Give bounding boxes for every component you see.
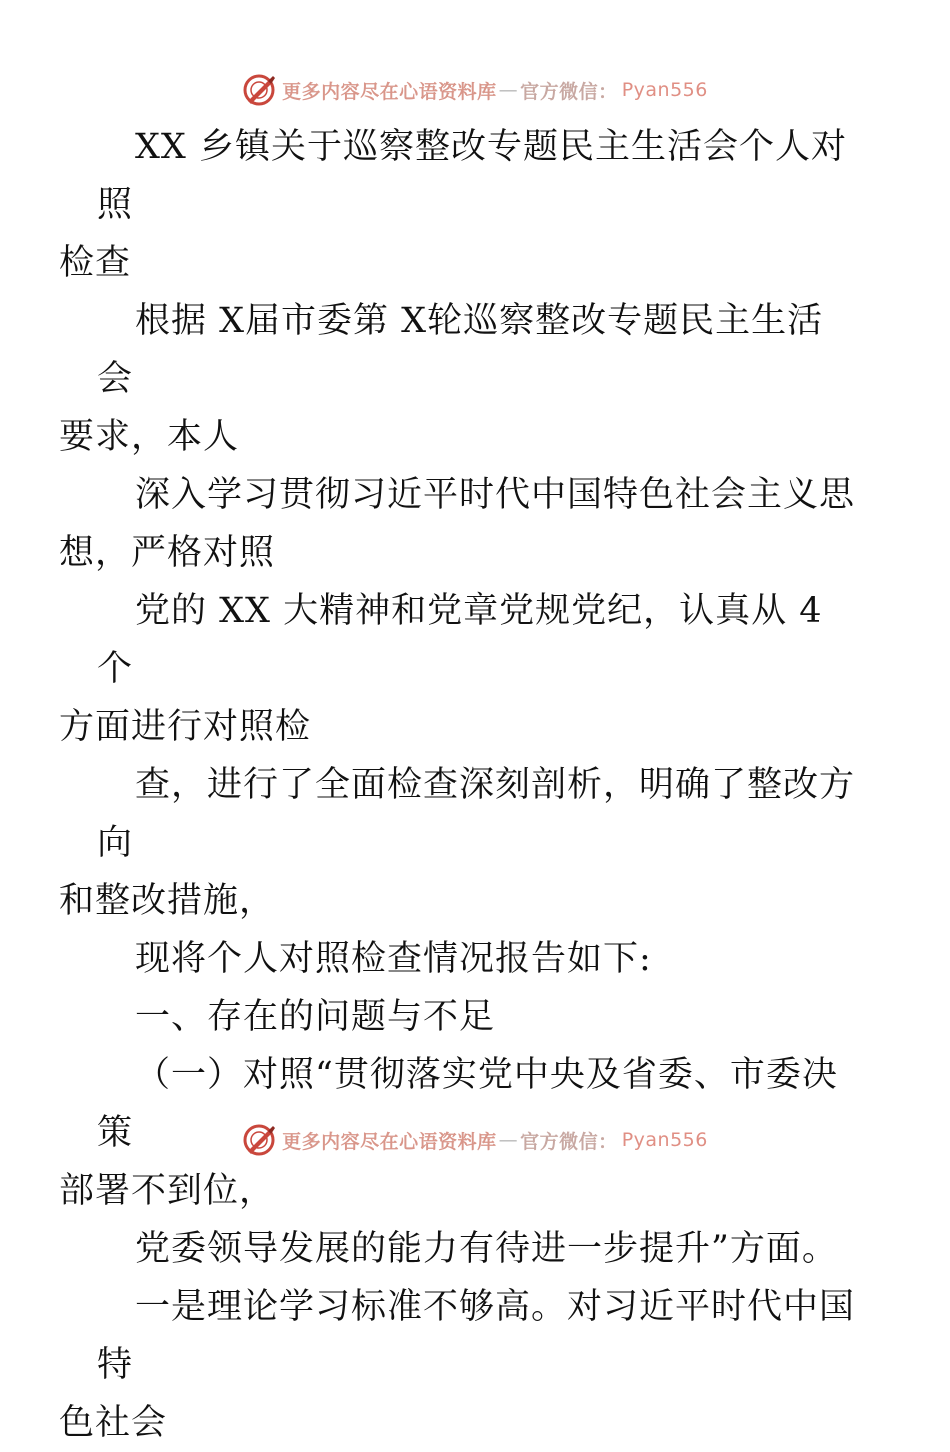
paragraph-line: 色社会 — [59, 1403, 168, 1443]
paragraph-line: 部署不到位， — [59, 1171, 276, 1211]
paragraph — [59, 292, 857, 466]
paragraph — [59, 466, 857, 582]
watermark-dash: — — [498, 79, 519, 101]
paragraph — [59, 756, 857, 930]
paragraph-line: 想，严格对照 — [59, 533, 276, 573]
watermark-text: 更多内容尽在心语资料库 — [282, 1130, 497, 1153]
watermark-dash: — — [498, 1129, 519, 1151]
paragraph-line: XX 乡镇关于巡察整改专题民主生活会个人对照 — [97, 127, 847, 225]
paragraph-line: （一）对照“贯彻落实党中央及省委、市委决策 — [97, 1055, 838, 1153]
header-watermark — [0, 70, 950, 110]
paragraph-line: 查，进行了全面检查深刻剖析，明确了整改方向 — [97, 765, 856, 863]
watermark-wechat-id: Pyan556 — [621, 79, 708, 101]
pen-logo-icon — [242, 73, 276, 107]
paragraph-line: 深入学习贯彻习近平时代中国特色社会主义思 — [135, 475, 856, 515]
paragraph — [97, 930, 857, 988]
paragraph-line: 党的 XX 大精神和党章党规党纪，认真从 4个 — [97, 591, 823, 689]
paragraph-line: 检查 — [59, 243, 132, 283]
paragraph — [59, 582, 857, 756]
pen-logo-icon — [242, 1123, 276, 1157]
footer-watermark — [0, 1120, 950, 1160]
paragraph-line: 一、存在的问题与不足 — [135, 997, 496, 1037]
document-body — [59, 118, 857, 1452]
paragraph-line: 和整改措施， — [59, 881, 276, 921]
paragraph-line: 一是理论学习标准不够高。对习近平时代中国特 — [97, 1287, 856, 1385]
watermark-wechat-id: Pyan556 — [621, 1129, 708, 1151]
paragraph-line: 现将个人对照检查情况报告如下: — [135, 939, 652, 979]
paragraph — [97, 1220, 857, 1278]
watermark-label: 官方微信： — [520, 80, 618, 103]
paragraph-line: 根据 X届市委第 X轮巡察整改专题民主生活会 — [97, 301, 824, 399]
section-heading — [97, 988, 857, 1046]
paragraph — [59, 118, 857, 292]
paragraph — [59, 1278, 857, 1452]
paragraph-line: 方面进行对照检 — [59, 707, 312, 747]
paragraph-line: 党委领导发展的能力有待进一步提升”方面。 — [135, 1229, 838, 1269]
watermark-text: 更多内容尽在心语资料库 — [282, 80, 497, 103]
watermark-label: 官方微信： — [520, 1130, 618, 1153]
paragraph-line: 要求，本人 — [59, 417, 240, 457]
